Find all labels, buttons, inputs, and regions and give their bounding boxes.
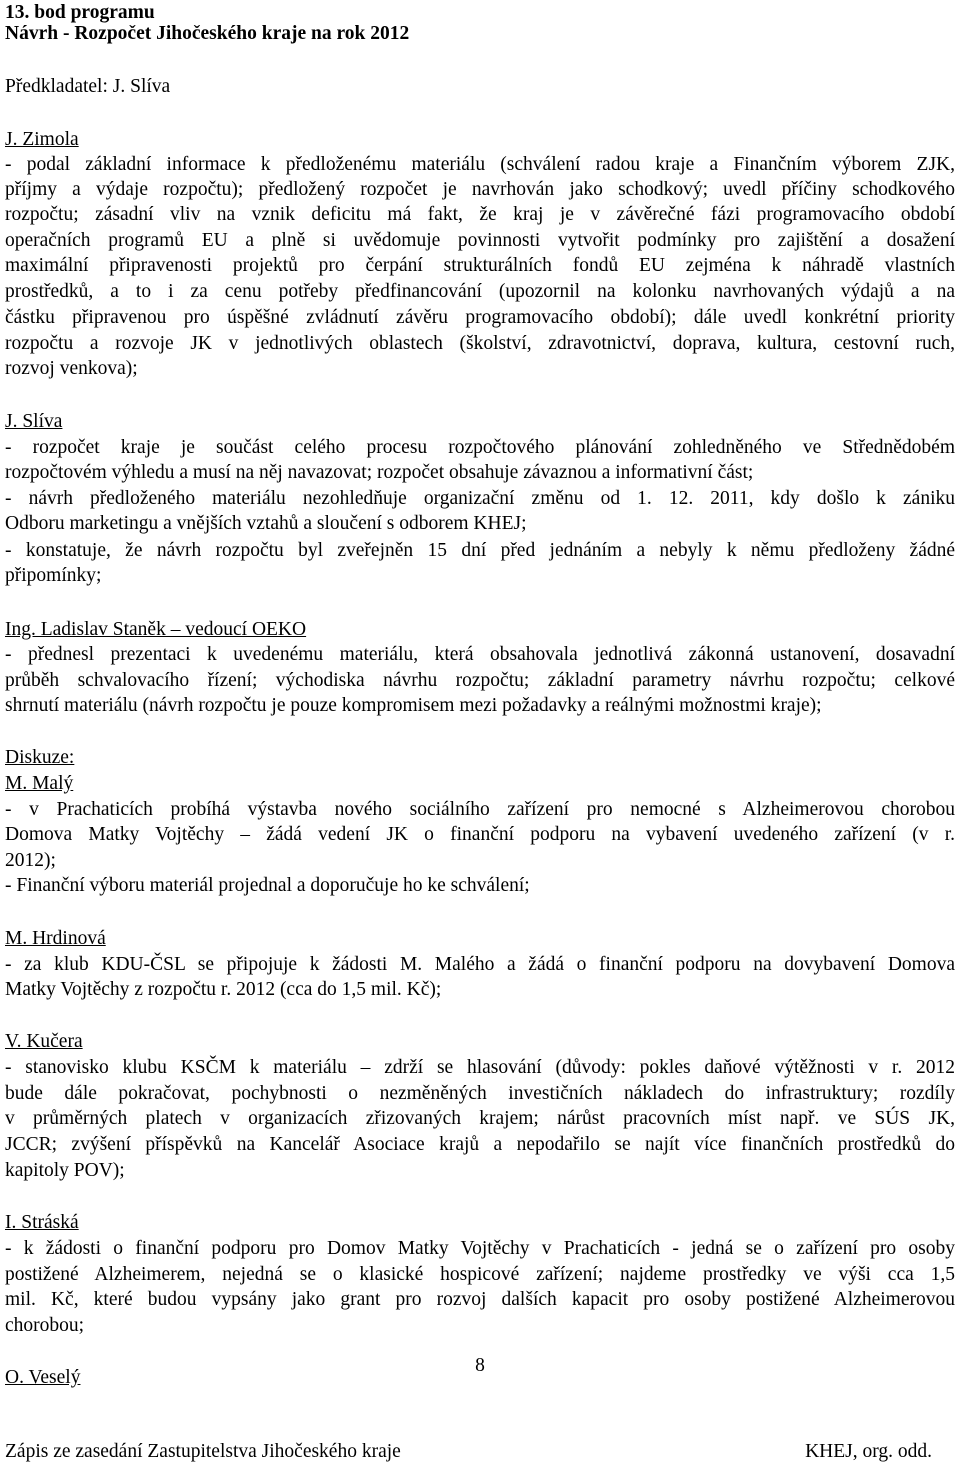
paragraph-line: průběh schvalovacího řízení; východiska návrhu rozpočtu; základní parametry návrhu rozpočtu; celkové bbox=[5, 670, 955, 691]
paragraph-line: prostředků, a to i za cenu potřeby předfinancování (upozornil na kolonku navrhovaných výdajů a na bbox=[5, 281, 955, 302]
paragraph-line: Odboru marketingu a vnějších vztahů a sloučení s odborem KHEJ; bbox=[5, 513, 527, 534]
paragraph-line: rozpočtu a rozvoje JK v jednotlivých oblastech (školství, zdravotnictví, doprava, kultura, cestovní ruch, bbox=[5, 333, 955, 354]
discussion-label: Diskuze: bbox=[5, 747, 75, 768]
paragraph-line: - v Prachaticích probíhá výstavba nového sociálního zařízení pro nemocné s Alzheimerovou chorobou bbox=[5, 799, 955, 820]
speaker-name: I. Stráská bbox=[5, 1212, 79, 1233]
paragraph-line: - přednesl prezentaci k uvedenému materiálu, která obsahovala jednotlivá zákonná ustanovení, dosavadní bbox=[5, 644, 955, 665]
speaker-name: Ing. Ladislav Staněk – vedoucí OEKO bbox=[5, 619, 307, 640]
paragraph-line: JCCR; zvýšení příspěvků na Kancelář Asociace krajů a nepodařilo se najít více finančních prostředků do bbox=[5, 1134, 955, 1155]
paragraph-line: shrnutí materiálu (návrh rozpočtu je pouze kompromisem mezi požadavky a reálnými možnostmi kraje); bbox=[5, 695, 822, 716]
page-number: 8 bbox=[475, 1355, 485, 1376]
paragraph-line: kapitoly POV); bbox=[5, 1160, 125, 1181]
presenter: Předkladatel: J. Slíva bbox=[5, 76, 171, 97]
speaker-name: O. Veselý bbox=[5, 1367, 81, 1388]
footer-left: Zápis ze zasedání Zastupitelstva Jihočeského kraje bbox=[5, 1441, 401, 1462]
speaker-name: M. Hrdinová bbox=[5, 928, 106, 949]
paragraph-line: - návrh předloženého materiálu nezohledňuje organizační změnu od 1. 12. 2011, kdy došlo k zániku bbox=[5, 488, 955, 509]
paragraph-line: - podal základní informace k předloženému materiálu (schválení radou kraje a Finančním výborem ZJK, bbox=[5, 154, 955, 175]
speaker-name: M. Malý bbox=[5, 773, 74, 794]
paragraph-line: - konstatuje, že návrh rozpočtu byl zveřejněn 15 dní před jednáním a nebyly k němu předloženy žádné bbox=[5, 540, 955, 561]
paragraph-line: Domova Matky Vojtěchy – žádá vedení JK o finanční podporu na vybavení uvedeného zařízení (v r. bbox=[5, 824, 955, 845]
paragraph-line: připomínky; bbox=[5, 565, 102, 586]
paragraph-line: rozpočtu; zásadní vliv na vznik deficitu má fakt, že kraj je v závěrečné fázi programovacího období bbox=[5, 204, 955, 225]
paragraph-line: - rozpočet kraje je součást celého procesu rozpočtového plánování zohledněného ve Střednědobém bbox=[5, 437, 955, 458]
paragraph-line: postižené Alzheimerem, nejedná se o klasické hospicové zařízení; najdeme prostředky ve výši cca 1,5 bbox=[5, 1264, 955, 1285]
speaker-name: J. Slíva bbox=[5, 411, 63, 432]
paragraph-line: - k žádosti o finanční podporu pro Domov Matky Vojtěchy v Prachaticích - jedná se o zařízení pro osoby bbox=[5, 1238, 955, 1259]
paragraph-line: rozpočtovém výhledu a musí na něj navazovat; rozpočet obsahuje závaznou a informativní část; bbox=[5, 462, 754, 483]
agenda-item-number: 13. bod programu bbox=[5, 2, 155, 23]
paragraph-line: rozvoj venkova); bbox=[5, 358, 138, 379]
footer-right: KHEJ, org. odd. bbox=[805, 1441, 932, 1462]
paragraph-line: chorobou; bbox=[5, 1315, 85, 1336]
paragraph-line: maximální připravenosti projektů pro čerpání strukturálních fondů EU zejména k náhradě vlastních bbox=[5, 255, 955, 276]
paragraph-line: v průměrných platech v organizacích zřizovaných krajem; nárůst pracovních míst např. ve SÚS JK, bbox=[5, 1108, 955, 1129]
paragraph-line: příjmy a výdaje rozpočtu); předložený rozpočet je navrhován jako schodkový; uvedl příčiny schodkového bbox=[5, 179, 955, 200]
paragraph-line: mil. Kč, které budou vypsány jako grant pro rozvoj dalších kapacit pro osoby postižené Alzheimerovou bbox=[5, 1289, 955, 1310]
paragraph-line: - za klub KDU-ČSL se připojuje k žádosti M. Malého a žádá o finanční podporu na dovybavení Domova bbox=[5, 954, 955, 975]
agenda-item-title: Návrh - Rozpočet Jihočeského kraje na rok 2012 bbox=[5, 23, 410, 44]
paragraph-line: Matky Vojtěchy z rozpočtu r. 2012 (cca do 1,5 mil. Kč); bbox=[5, 979, 442, 1000]
paragraph-line: 2012); bbox=[5, 850, 56, 871]
speaker-name: V. Kučera bbox=[5, 1031, 83, 1052]
speaker-name: J. Zimola bbox=[5, 129, 79, 150]
paragraph-line: - stanovisko klubu KSČM k materiálu – zdrží se hlasování (důvody: pokles daňové výtěžnosti v r. 2012 bbox=[5, 1057, 955, 1078]
paragraph-line: bude dále pokračovat, pochybnosti o nezměněných investičních nákladech do infrastruktury; rozdíly bbox=[5, 1083, 955, 1104]
paragraph-line: částku připravenou pro úspěšné zvládnutí závěru programovacího období); dále uvedl konkrétní priority bbox=[5, 307, 955, 328]
paragraph-line: - Finanční výboru materiál projednal a doporučuje ho ke schválení; bbox=[5, 875, 530, 896]
paragraph-line: operačních programů EU a plně si uvědomuje povinnosti vytvořit podmínky pro zajištění a dosažení bbox=[5, 230, 955, 251]
